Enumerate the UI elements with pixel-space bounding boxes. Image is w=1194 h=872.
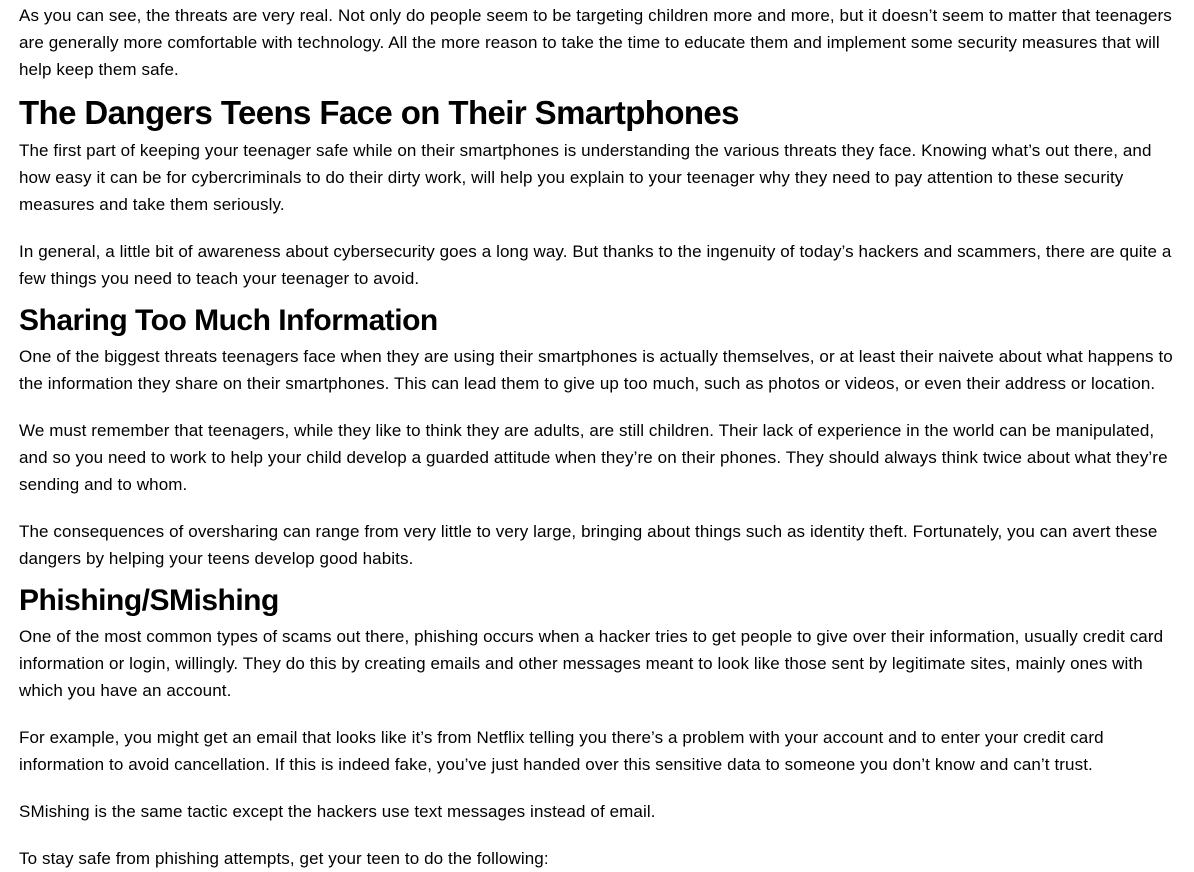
paragraph: In general, a little bit of awareness about cybersecurity goes a long way. But thanks to the ingenuity of today’s hackers and scammers, there are quite a few things you need to teach your teenager to avoid. xyxy=(19,242,1172,288)
paragraph: For example, you might get an email that looks like it’s from Netflix telling you there’s a problem with your account and to enter your credit card information to avoid cancellation. If this is indeed fake, you’ve just handed over this sensitive data to someone you don’t know and can’t trust. xyxy=(19,728,1104,774)
section-heading-dangers-teens-face: The Dangers Teens Face on Their Smartphones xyxy=(19,94,739,131)
section-heading-phishing-smishing: Phishing/SMishing xyxy=(19,584,279,617)
paragraph: SMishing is the same tactic except the hackers use text messages instead of email. xyxy=(19,802,656,821)
paragraph: One of the biggest threats teenagers face when they are using their smartphones is actually themselves, or at least their naivete about what happens to the information they share on their smartphones. This can lead them to give up too much, such as photos or videos, or even their address or location. xyxy=(19,347,1173,393)
paragraph: The first part of keeping your teenager safe while on their smartphones is understanding the various threats they face. Knowing what’s out there, and how easy it can be for cybercriminals to do their dirty work, will help you explain to your teenager why they need to pay attention to these security measures and take them seriously. xyxy=(19,141,1152,214)
paragraph: To stay safe from phishing attempts, get your teen to do the following: xyxy=(19,849,549,868)
paragraph: One of the most common types of scams out there, phishing occurs when a hacker tries to get people to give over their information, usually credit card information or login, willingly. They do this by creating emails and other messages meant to look like those sent by legitimate sites, mainly ones with which you have an account. xyxy=(19,627,1164,700)
intro-paragraph: As you can see, the threats are very real. Not only do people seem to be targeting children more and more, but it doesn’t seem to matter that teenagers are generally more comfortable with technology. All the more reason to take the time to educate them and implement some security measures that will help keep them safe. xyxy=(19,6,1172,79)
section-heading-sharing-too-much: Sharing Too Much Information xyxy=(19,304,438,337)
paragraph: We must remember that teenagers, while they like to think they are adults, are still children. Their lack of experience in the world can be manipulated, and so you need to work to help your child develop a guarded attitude when they’re on their phones. They should always think twice about what they’re sending and to whom. xyxy=(19,421,1168,494)
paragraph: The consequences of oversharing can range from very little to very large, bringing about things such as identity theft. Fortunately, you can avert these dangers by helping your teens develop good habits. xyxy=(19,522,1158,568)
